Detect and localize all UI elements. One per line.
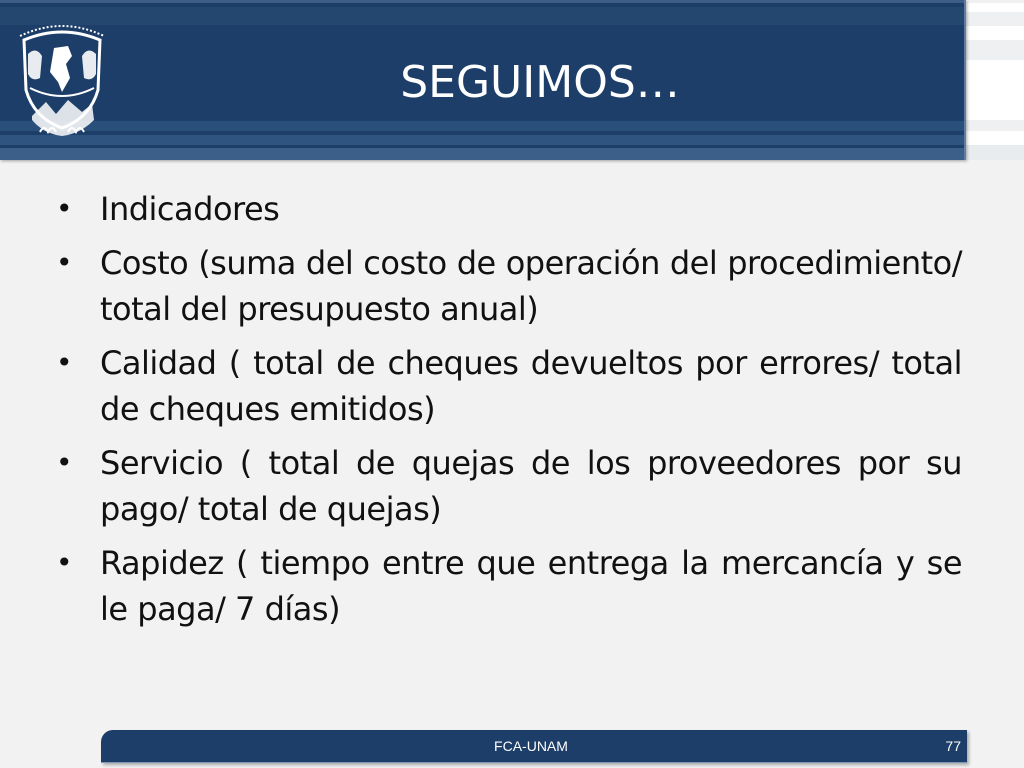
list-item: [56, 240, 962, 332]
list-item: [56, 186, 962, 232]
header-stripe: [0, 0, 964, 3]
bullet-text: Calidad ( total de cheques devueltos por errores/ total de cheques emitidos): [100, 344, 962, 428]
page-number: 77: [945, 738, 961, 754]
slide-title: SEGUIMOS…: [400, 57, 680, 108]
bullet-icon: •: [56, 546, 73, 579]
bullet-list: [56, 186, 962, 640]
bullet-icon: •: [56, 192, 73, 225]
unam-coat-of-arms-icon: [10, 20, 114, 140]
bullet-text: Rapidez ( tiempo entre que entrega la mercancía y se le paga/ 7 días): [100, 544, 962, 628]
footer-label: FCA-UNAM: [494, 738, 568, 754]
header-stripe: [0, 121, 964, 131]
header-stripe: [0, 148, 964, 160]
slide-header: [0, 0, 966, 160]
slide-footer: [101, 730, 967, 763]
bullet-icon: •: [56, 446, 73, 479]
list-item: [56, 540, 962, 632]
list-item: [56, 440, 962, 532]
bullet-text: Indicadores: [100, 190, 280, 228]
header-edge-decoration: [966, 0, 1024, 160]
header-stripe: [0, 7, 964, 25]
bullet-icon: •: [56, 346, 73, 379]
header-stripe: [0, 135, 964, 145]
bullet-text: Costo (suma del costo de operación del procedimiento/ total del presupuesto anual): [100, 244, 962, 328]
list-item: [56, 340, 962, 432]
bullet-text: Servicio ( total de quejas de los proveedores por su pago/ total de quejas): [100, 444, 962, 528]
bullet-icon: •: [56, 246, 73, 279]
